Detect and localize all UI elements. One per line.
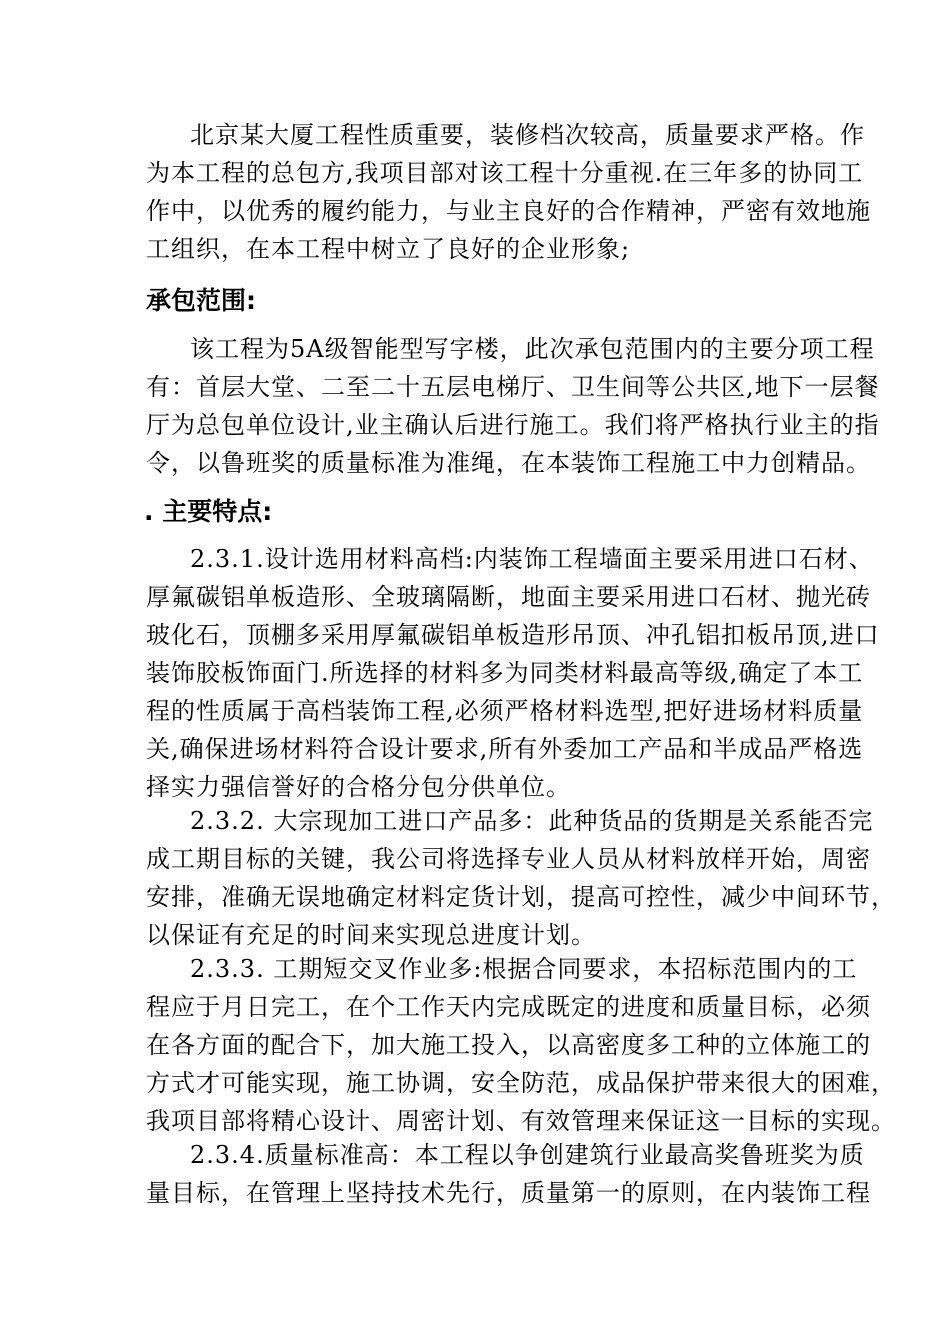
paragraph-line: 方式才可能实现，施工协调，安全防范，成品保护带来很大的困难， [146, 1069, 896, 1097]
paragraph-line: 2.3.4.质量标准高：本工程以争创建筑行业最高奖鲁班奖为质 [190, 1141, 865, 1169]
paragraph-line: 北京某大厦工程性质重要，装修档次较高，质量要求严格。作 [190, 121, 865, 149]
section-heading-scope: 承包范围: [146, 286, 256, 315]
paragraph-line: 厅为总包单位设计,业主确认后进行施工。我们将严格执行业主的指 [146, 411, 880, 439]
paragraph-line: 在各方面的配合下，加大施工投入，以高密度多工种的立体施工的 [146, 1031, 871, 1059]
paragraph-line: 成工期目标的关键，我公司将选择专业人员从材料放样开始，周密 [146, 845, 871, 873]
paragraph-line: 玻化石，顶棚多采用厚氟碳铝单板造形吊顶、冲孔铝扣板吊顶,进口 [146, 621, 880, 649]
paragraph-line: 令，以鲁班奖的质量标准为准绳，在本装饰工程施工中力创精品。 [146, 449, 871, 477]
paragraph-line: 厚氟碳铝单板造形、全玻璃隔断，地面主要采用进口石材、抛光砖 [146, 583, 871, 611]
paragraph-line: 该工程为5A级智能型写字楼，此次承包范围内的主要分项工程 [190, 335, 875, 363]
paragraph-line: 量目标，在管理上坚持技术先行，质量第一的原则，在内装饰工程 [146, 1179, 871, 1207]
paragraph-line: 安排，准确无误地确定材料定货计划，提高可控性，减少中间环节， [146, 883, 896, 911]
paragraph-line: 装饰胶板饰面门.所选择的材料多为同类材料最高等级,确定了本工 [146, 659, 864, 687]
paragraph-line: 关,确保进场材料符合设计要求,所有外委加工产品和半成品严格选 [146, 735, 864, 763]
paragraph-line: 程应于月日完工，在个工作天内完成既定的进度和质量目标，必须 [146, 993, 871, 1021]
paragraph-line: 2.3.1.设计选用材料高档:内装饰工程墙面主要采用进口石材、 [190, 545, 874, 573]
paragraph-line: 有：首层大堂、二至二十五层电梯厅、卫生间等公共区,地下一层餐 [146, 373, 880, 401]
paragraph-line: 为本工程的总包方,我项目部对该工程十分重视.在三年多的协同工 [146, 159, 864, 187]
paragraph-line: 工组织，在本工程中树立了良好的企业形象; [146, 235, 631, 263]
paragraph-line: 择实力强信誉好的合格分包分供单位。 [146, 773, 571, 801]
section-heading-features: . 主要特点: [144, 497, 273, 526]
paragraph-line: 作中，以优秀的履约能力，与业主良好的合作精神，严密有效地施 [146, 197, 871, 225]
paragraph-line: 我项目部将精心设计、周密计划、有效管理来保证这一目标的实现。 [146, 1107, 896, 1135]
paragraph-line: 2.3.3. 工期短交叉作业多:根据合同要求，本招标范围内的工 [190, 955, 858, 983]
paragraph-line: 程的性质属于高档装饰工程,必须严格材料选型,把好进场材料质量 [146, 697, 864, 725]
paragraph-line: 2.3.2. 大宗现加工进口产品多：此种货品的货期是关系能否完 [190, 807, 874, 835]
paragraph-line: 以保证有充足的时间来实现总进度计划。 [146, 921, 596, 949]
